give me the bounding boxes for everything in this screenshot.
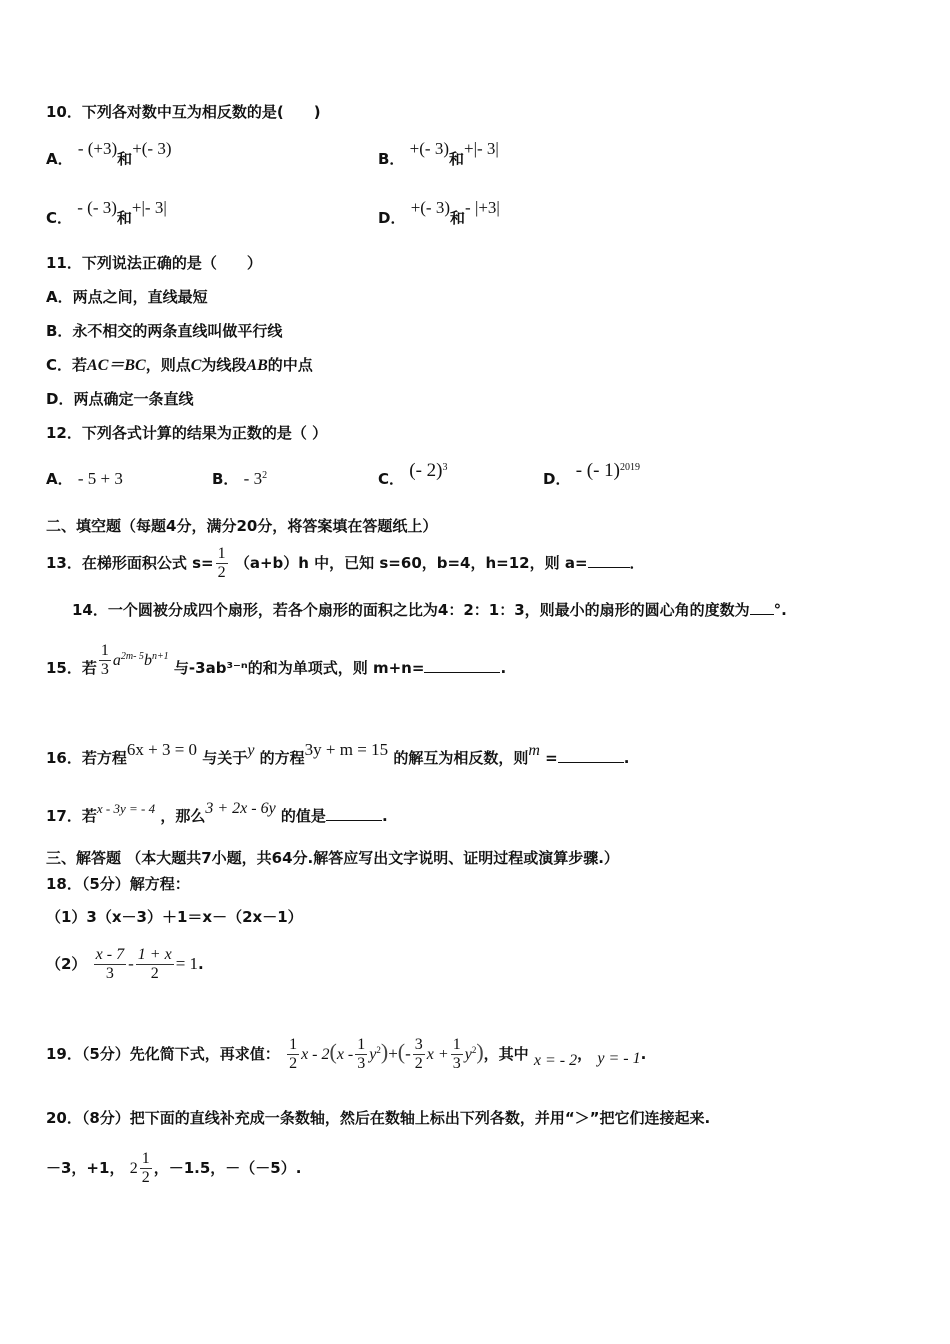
q11-option-c: [46, 355, 313, 376]
numerator: 1: [217, 545, 226, 562]
expr: - |+3|: [465, 198, 500, 217]
expr: +(- 3): [409, 139, 449, 158]
math: AC＝BC: [87, 357, 146, 374]
math: AB: [246, 357, 268, 374]
math: x +: [426, 1046, 449, 1063]
math: x -: [336, 1046, 354, 1063]
text: －3，+1，: [46, 1159, 125, 1177]
text: （2）: [46, 955, 87, 973]
text: 的值是: [280, 807, 326, 825]
q14: [72, 600, 787, 620]
numerator: 1: [100, 642, 109, 659]
denominator: 2: [289, 1055, 298, 1072]
text: 15．若: [46, 659, 97, 677]
denominator: 2: [217, 564, 226, 581]
expr: - 3: [243, 469, 263, 488]
exponent: 2: [376, 1045, 381, 1055]
text: ，其中: [483, 1045, 529, 1063]
fraction: [99, 642, 111, 679]
expr: (- 2): [409, 460, 443, 481]
q10-option-c: [46, 197, 167, 227]
answer-blank[interactable]: [424, 658, 500, 673]
paren-close: ): [380, 1039, 389, 1064]
expr: +(- 3): [410, 198, 451, 217]
numerator: 3: [414, 1036, 423, 1053]
text: 19．（5分）先化简下式，再求值：: [46, 1045, 280, 1063]
option-label: A．: [46, 470, 73, 488]
q20-numbers: [46, 1146, 301, 1191]
text: °.: [773, 601, 787, 619]
q10-option-a: [46, 138, 172, 168]
q12-option-c: [378, 460, 448, 488]
exponent: 3: [442, 462, 448, 473]
q15: [46, 637, 506, 681]
paren-open: (: [329, 1039, 337, 1064]
math: -: [405, 1044, 411, 1063]
text: ，－1.5，－（－5）.: [153, 1159, 302, 1177]
expr: - 5 + 3: [77, 469, 123, 488]
q12-option-b: [212, 468, 267, 489]
text: 为线段: [201, 356, 247, 374]
fraction: [287, 1036, 299, 1073]
he-text: 和: [449, 150, 465, 168]
math: -: [128, 954, 134, 973]
math: 2: [129, 1160, 138, 1177]
math: 3y + m = 15: [304, 740, 389, 759]
text: （a+b）h 中，已知 s=60，b=4，h=12，则 a=: [234, 554, 588, 572]
text: =: [545, 749, 558, 767]
text: 13．在梯形面积公式 s=: [46, 554, 214, 572]
text: C．若: [46, 356, 88, 374]
q10-option-d: [378, 197, 500, 227]
expr: +|- 3|: [131, 198, 167, 217]
paren-close: ): [476, 1039, 484, 1064]
section-3-heading: 三、解答题 （本大题共7小题，共64分.解答应写出文字说明、证明过程或演算步骤.）: [46, 849, 619, 867]
answer-blank[interactable]: [558, 748, 624, 763]
math: x - 2: [301, 1046, 330, 1063]
answer-blank[interactable]: [588, 553, 630, 568]
math: m: [528, 742, 540, 759]
fraction: [140, 1150, 152, 1187]
math: y: [369, 1046, 377, 1063]
q10-stem: 10．下列各对数中互为相反数的是( ): [46, 103, 321, 121]
text: 与-3ab³⁻ⁿ的和为单项式，则 m+n=: [173, 659, 425, 677]
numerator: 1 + x: [137, 946, 172, 963]
expr: - (+3): [77, 139, 118, 158]
q11-stem: 11．下列说法正确的是（ ）: [46, 254, 262, 272]
denominator: 3: [100, 661, 109, 678]
paren-open: (: [397, 1039, 406, 1064]
q18-part2: [46, 942, 204, 986]
fraction: [136, 946, 174, 983]
math: y: [247, 742, 255, 759]
section-2-heading: 二、填空题（每题4分，满分20分，将答案填在答题纸上）: [46, 517, 438, 535]
text: ，: [577, 1045, 593, 1063]
denominator: 2: [414, 1055, 423, 1072]
text: .: [640, 1045, 647, 1063]
option-label: D．: [543, 470, 571, 488]
q12-option-a: [46, 468, 123, 489]
fraction: [355, 1036, 367, 1073]
exponent: n+1: [151, 651, 169, 662]
exponent: 2: [471, 1045, 477, 1055]
q16: [46, 735, 629, 766]
q11-option-d: D．两点确定一条直线: [46, 390, 194, 408]
denominator: 2: [141, 1169, 150, 1186]
expr: - (- 3): [77, 198, 117, 217]
q10-option-b: [378, 138, 499, 168]
math: +: [388, 1044, 398, 1063]
math: y: [464, 1046, 472, 1063]
denominator: 2: [150, 965, 159, 982]
text: 17．若: [46, 807, 97, 825]
exponent: 2019: [620, 462, 640, 473]
option-label: C．: [378, 470, 405, 488]
denominator: 3: [452, 1055, 461, 1072]
expr: - (- 1): [575, 460, 620, 481]
answer-blank[interactable]: [750, 600, 774, 615]
option-label: B．: [212, 470, 239, 488]
math: 3 + 2x - 6y: [205, 800, 276, 817]
numerator: 1: [452, 1036, 461, 1053]
text: 与关于: [202, 749, 248, 767]
exponent: 2m- 5: [120, 651, 144, 662]
q13: [46, 543, 645, 583]
text: ，则点: [145, 356, 191, 374]
q19: [46, 1028, 646, 1077]
answer-blank[interactable]: [326, 806, 382, 821]
text: ，那么: [160, 807, 206, 825]
math: = 1: [175, 954, 199, 973]
option-label: D．: [378, 209, 406, 227]
q20-stem: 20．（8分）把下面的直线补充成一条数轴，然后在数轴上标出下列各数，并用“＞”把它们连接起来.: [46, 1109, 711, 1127]
q12-stem: 12．下列各式计算的结果为正数的是（ ）: [46, 424, 328, 442]
he-text: 和: [117, 150, 133, 168]
text: .: [623, 749, 630, 767]
option-label: C．: [46, 209, 73, 227]
expr: +|- 3|: [464, 139, 499, 158]
q18-part1: （1）3（x－3）＋1＝x－（2x－1）: [46, 908, 303, 926]
math: b: [143, 652, 152, 669]
text: 的中点: [267, 356, 313, 374]
text: .: [381, 807, 388, 825]
exponent: 2: [262, 470, 268, 481]
math: y = - 1: [597, 1050, 641, 1067]
expr: +(- 3): [132, 139, 172, 158]
q11-option-b: B．永不相交的两条直线叫做平行线: [46, 322, 283, 340]
q11-option-a: A．两点之间，直线最短: [46, 288, 208, 306]
math: 6x + 3 = 0: [126, 740, 198, 759]
numerator: 1: [141, 1150, 150, 1167]
text: 的方程: [259, 749, 305, 767]
math: a: [112, 652, 121, 669]
math: C: [190, 357, 202, 374]
numerator: 1: [357, 1036, 366, 1053]
text: .: [500, 659, 507, 677]
numerator: x - 7: [95, 946, 125, 963]
denominator: 3: [105, 965, 114, 982]
text: 14．一个圆被分成四个扇形，若各个扇形的面积之比为4：2：1：3，则最小的扇形的圆心角的度数为: [72, 601, 750, 619]
option-label: B．: [378, 150, 405, 168]
he-text: 和: [116, 209, 132, 227]
q18-stem: 18．（5分）解方程：: [46, 875, 190, 893]
option-label: A．: [46, 150, 73, 168]
q12-option-d: [543, 460, 640, 488]
math: x - 3y = - 4: [96, 801, 156, 816]
text: .: [198, 955, 204, 973]
text: 16．若方程: [46, 749, 127, 767]
numerator: 1: [289, 1036, 298, 1053]
text: 的解互为相反数，则: [393, 749, 529, 767]
fraction: [216, 545, 228, 582]
text: ．: [629, 554, 645, 572]
fraction: [413, 1036, 425, 1073]
math: x = - 2: [533, 1052, 578, 1069]
fraction: [94, 946, 126, 983]
denominator: 3: [357, 1055, 366, 1072]
he-text: 和: [450, 209, 466, 227]
q17: [46, 793, 388, 824]
fraction: [451, 1036, 463, 1073]
